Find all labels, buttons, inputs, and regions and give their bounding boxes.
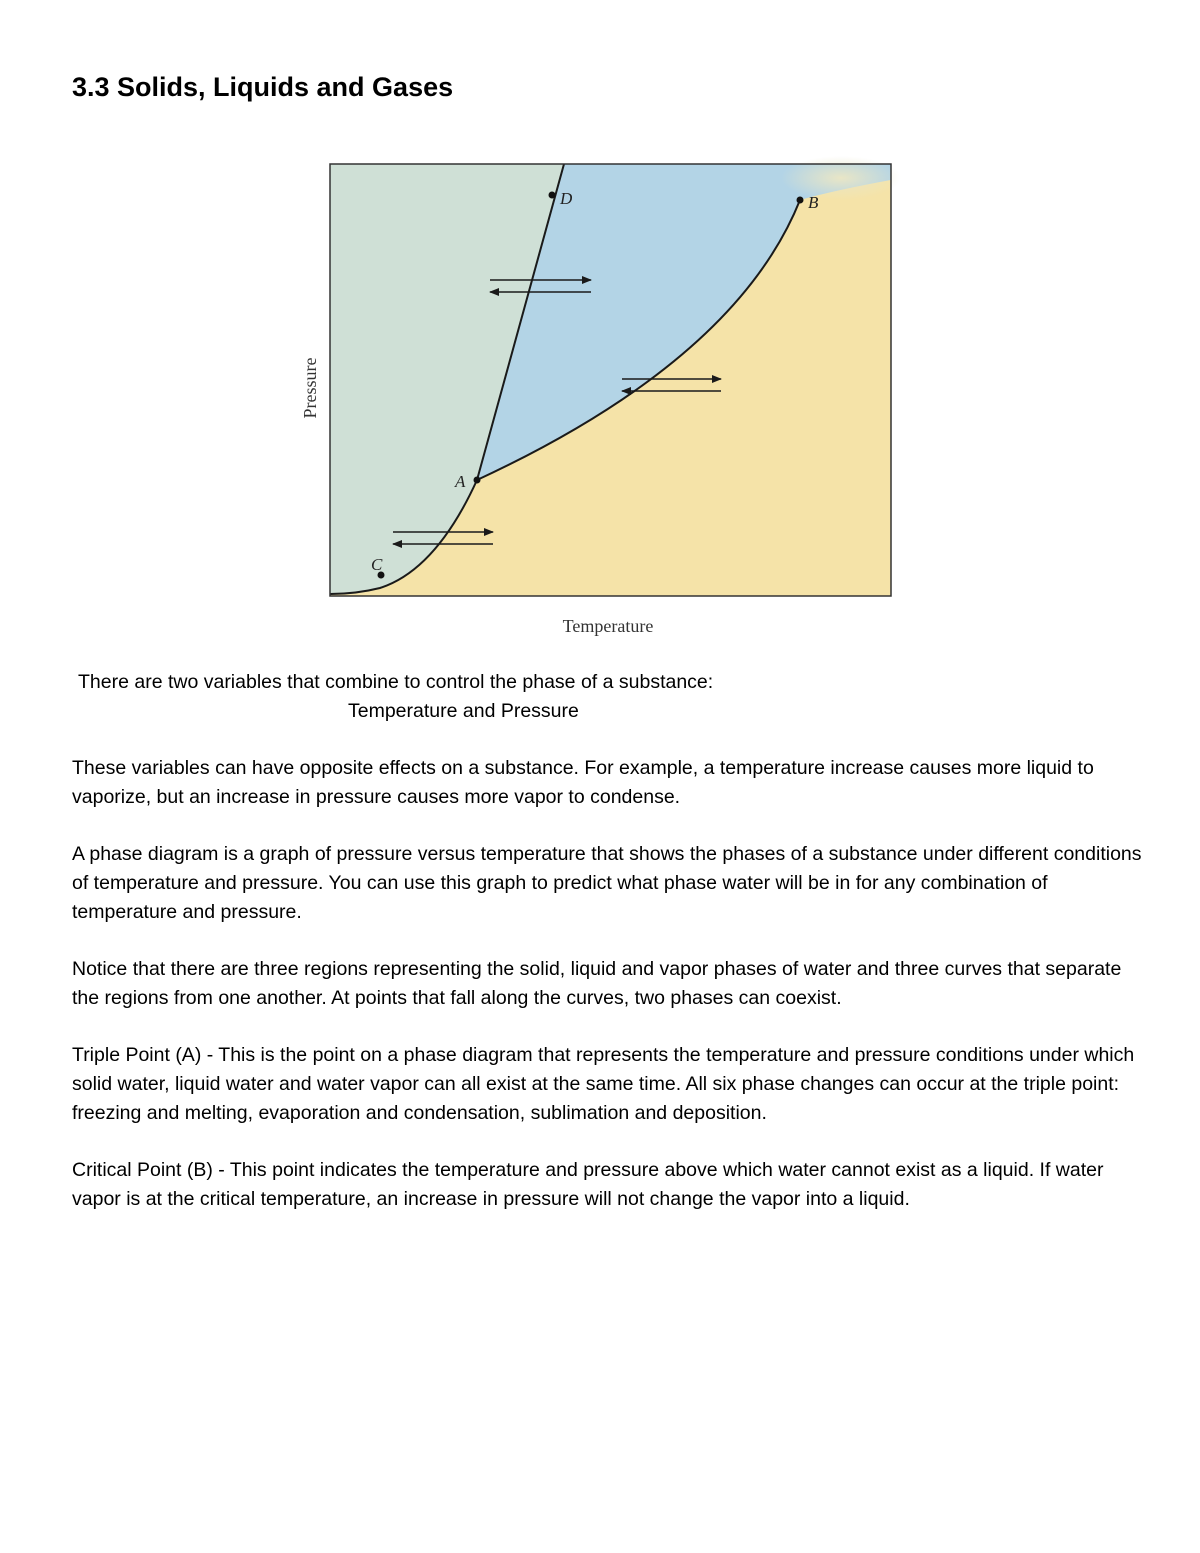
point-a-label: A (455, 472, 466, 491)
x-axis-label: Temperature (562, 616, 654, 636)
intro-block (78, 668, 1138, 726)
intro-line: There are two variables that combine to control the phase of a substance: (78, 671, 714, 693)
point-c-label: C (371, 555, 383, 574)
point-a-marker (474, 477, 481, 484)
phase-diagram (296, 150, 906, 645)
critical-glow (781, 156, 901, 200)
intro-emphasis: Temperature and Pressure (348, 700, 579, 722)
paragraph-triple-point: Triple Point (A) - This is the point on a phase diagram that represents the temperature and pressure conditions under which solid water, liquid water and water vapor can all exist at the same time. All six phase changes can occur at the triple point: freezing and melting, evaporation and condensation, sublimation and deposition. (72, 1044, 1135, 1124)
paragraph-phase-diagram: A phase diagram is a graph of pressure versus temperature that shows the phases of a substance under different conditions of temperature and pressure. You can use this graph to predict what phase water will be in for any combination of temperature and pressure. (72, 843, 1142, 923)
phase-diagram-svg (296, 150, 906, 645)
point-d-marker (549, 192, 556, 199)
paragraph-variables: These variables can have opposite effects on a substance. For example, a temperature increase causes more liquid to vaporize, but an increase in pressure causes more vapor to condense. (72, 757, 1094, 808)
y-axis-label: Pressure (300, 357, 320, 419)
paragraph-regions: Notice that there are three regions representing the solid, liquid and vapor phases of water and three curves that separate the regions from one another. At points that fall along the curves, two phases can coexist. (72, 958, 1122, 1009)
paragraph-critical-point: Critical Point (B) - This point indicates the temperature and pressure above which water cannot exist as a liquid. If water vapor is at the critical temperature, an increase in pressure will not change the vapor into a liquid. (72, 1159, 1104, 1210)
point-b-marker (797, 197, 804, 204)
page-title: 3.3 Solids, Liquids and Gases (72, 72, 454, 102)
point-d-label: D (560, 189, 573, 208)
point-b-label: B (808, 193, 819, 212)
